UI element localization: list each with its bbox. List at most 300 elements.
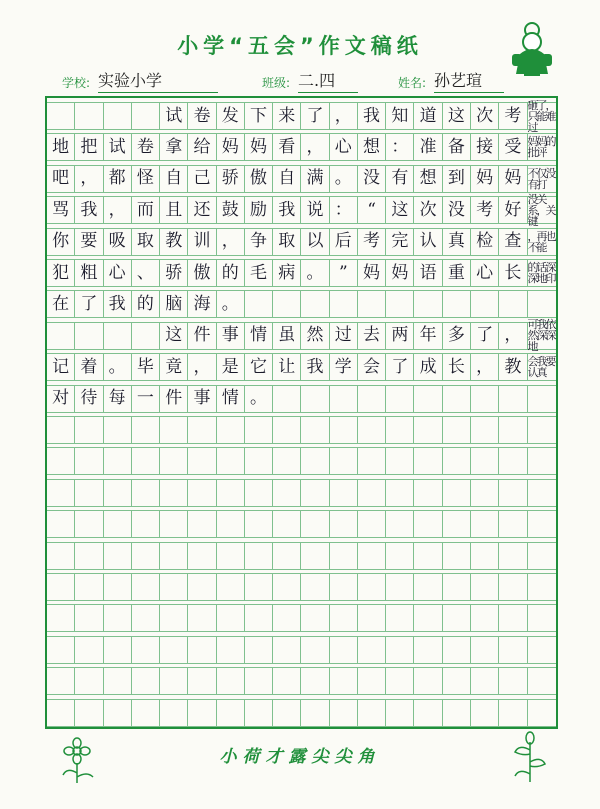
grid-cell xyxy=(104,636,132,664)
grid-cell xyxy=(217,667,245,695)
grid-cell xyxy=(160,542,188,570)
grid-cell: 而 xyxy=(132,196,160,224)
grid-cell: 受 xyxy=(499,133,527,161)
grid-cell xyxy=(75,699,103,727)
grid-cell xyxy=(358,667,386,695)
grid-cell xyxy=(273,636,301,664)
grid-cell: 妈 xyxy=(386,259,414,287)
grid-cell xyxy=(443,479,471,507)
grid-cell xyxy=(330,604,358,632)
grid-cell: 己 xyxy=(188,165,216,193)
class-label: 班级: xyxy=(262,76,291,90)
grid-cell: 妈妈的批评 xyxy=(527,135,555,160)
grid-cell xyxy=(188,699,216,727)
grid-cell xyxy=(386,290,414,318)
grid-cell: 没 xyxy=(443,196,471,224)
grid-cell: 没 xyxy=(358,165,386,193)
grid-cell xyxy=(47,604,75,632)
grid-cell: 励 xyxy=(245,196,273,224)
grid-cell xyxy=(217,479,245,507)
grid-cell: 且 xyxy=(160,196,188,224)
grid-cell: 虽 xyxy=(273,322,301,350)
grid-cell: 鼓 xyxy=(217,196,245,224)
grid-cell: 了 xyxy=(301,102,329,130)
grid-cell xyxy=(386,447,414,475)
grid-cell xyxy=(443,447,471,475)
grid-cell: 自 xyxy=(160,165,188,193)
grid-cell: ， xyxy=(75,165,103,193)
grid-cell xyxy=(75,322,103,350)
grid-cell xyxy=(104,102,132,130)
grid-cell: 是 xyxy=(217,353,245,381)
grid-cell xyxy=(358,479,386,507)
grid-cell: ： xyxy=(330,196,358,224)
grid-cell xyxy=(301,573,329,601)
grid-cell xyxy=(217,573,245,601)
grid-cell xyxy=(245,510,273,538)
grid-cell: 后 xyxy=(330,228,358,256)
grid-cell: 妈 xyxy=(499,165,527,193)
grid-cell xyxy=(443,416,471,444)
grid-cell: 情 xyxy=(245,322,273,350)
grid-cell: 多 xyxy=(443,322,471,350)
grid-cell xyxy=(75,510,103,538)
grid-cell xyxy=(358,636,386,664)
grid-cell xyxy=(47,542,75,570)
grid-cell: 这 xyxy=(443,102,471,130)
grid-cell: 竟 xyxy=(160,353,188,381)
grid-cell: 病 xyxy=(273,259,301,287)
grid-cell xyxy=(104,322,132,350)
grid-cell xyxy=(471,290,499,318)
grid-row xyxy=(47,353,556,381)
class-value: 二.四 xyxy=(298,68,358,93)
grid-cell: 心 xyxy=(330,133,358,161)
grid-cell xyxy=(386,510,414,538)
grid-cell xyxy=(471,385,499,413)
grid-cell xyxy=(528,447,556,475)
grid-cell xyxy=(414,604,442,632)
grid-cell xyxy=(443,636,471,664)
grid-cell xyxy=(273,604,301,632)
school-value: 实验小学 xyxy=(98,68,218,93)
school-field xyxy=(62,68,222,90)
grid-cell: ，再也不能 xyxy=(527,229,555,254)
grid-cell: 来 xyxy=(273,102,301,130)
grid-cell xyxy=(245,699,273,727)
grid-cell xyxy=(47,636,75,664)
grid-row xyxy=(47,699,556,727)
grid-cell: 自 xyxy=(273,165,301,193)
grid-cell xyxy=(499,385,527,413)
grid-row xyxy=(47,165,556,193)
grid-cell: 了 xyxy=(471,322,499,350)
grid-cell xyxy=(132,542,160,570)
grid-cell xyxy=(443,699,471,727)
grid-cell xyxy=(217,510,245,538)
grid-cell xyxy=(47,667,75,695)
grid-cell xyxy=(499,699,527,727)
grid-cell: 过 xyxy=(330,322,358,350)
grid-cell xyxy=(330,447,358,475)
grid-cell xyxy=(386,636,414,664)
grid-cell xyxy=(330,510,358,538)
grid-cell: 。 xyxy=(217,290,245,318)
grid-cell: ， xyxy=(471,353,499,381)
grid-cell xyxy=(358,385,386,413)
grid-cell: 怪 xyxy=(132,165,160,193)
grid-cell: 想 xyxy=(358,133,386,161)
grid-cell xyxy=(188,667,216,695)
grid-cell: 争 xyxy=(245,228,273,256)
grid-cell: 我 xyxy=(104,290,132,318)
grid-cell xyxy=(245,479,273,507)
grid-cell xyxy=(188,604,216,632)
grid-cell xyxy=(75,102,103,130)
grid-cell xyxy=(104,416,132,444)
grid-cell xyxy=(330,385,358,413)
grid-cell xyxy=(273,573,301,601)
grid-cell xyxy=(104,667,132,695)
grid-row xyxy=(47,447,556,475)
grid-cell xyxy=(132,447,160,475)
grid-cell xyxy=(160,416,188,444)
grid-cell: 卷 xyxy=(132,133,160,161)
grid-cell: 在 xyxy=(47,290,75,318)
grid-cell xyxy=(528,573,556,601)
grid-cell xyxy=(217,447,245,475)
grid-row xyxy=(47,667,556,695)
grid-cell: 骄 xyxy=(160,259,188,287)
grid-cell xyxy=(75,604,103,632)
grid-cell: 把 xyxy=(75,133,103,161)
grid-cell: 你 xyxy=(47,228,75,256)
grid-cell xyxy=(245,447,273,475)
grid-cell xyxy=(273,699,301,727)
grid-cell: 地 xyxy=(47,133,75,161)
grid-cell xyxy=(104,573,132,601)
grid-cell xyxy=(75,636,103,664)
grid-cell: 件 xyxy=(160,385,188,413)
grid-cell xyxy=(528,667,556,695)
grid-cell xyxy=(301,290,329,318)
grid-cell xyxy=(273,542,301,570)
grid-cell xyxy=(132,510,160,538)
grid-cell xyxy=(273,290,301,318)
grid-cell xyxy=(75,667,103,695)
grid-cell: 骂 xyxy=(47,196,75,224)
grid-cell: 每 xyxy=(104,385,132,413)
grid-cell: 好 xyxy=(499,196,527,224)
grid-cell xyxy=(414,667,442,695)
footer-slogan: 小荷才露尖尖角 xyxy=(219,747,381,767)
grid-cell: 接 xyxy=(471,133,499,161)
grid-cell xyxy=(499,510,527,538)
grid-cell: 可我依然深深地 xyxy=(527,318,555,354)
grid-cell: 教 xyxy=(160,228,188,256)
grid-cell: 事 xyxy=(217,322,245,350)
name-field xyxy=(398,68,508,90)
grid-cell xyxy=(188,479,216,507)
grid-row xyxy=(47,416,556,444)
grid-cell xyxy=(499,447,527,475)
grid-cell: 都 xyxy=(104,165,132,193)
grid-cell xyxy=(301,699,329,727)
grid-cell: 对 xyxy=(47,385,75,413)
grid-cell xyxy=(443,573,471,601)
grid-cell xyxy=(75,542,103,570)
grid-cell: 还 xyxy=(188,196,216,224)
grid-cell: ， xyxy=(104,196,132,224)
grid-cell xyxy=(528,479,556,507)
grid-cell: 这 xyxy=(160,322,188,350)
grid-cell: 下 xyxy=(245,102,273,130)
grid-cell: 取 xyxy=(132,228,160,256)
grid-cell xyxy=(104,542,132,570)
grid-cell xyxy=(471,416,499,444)
grid-cell xyxy=(217,542,245,570)
grid-cell xyxy=(414,479,442,507)
grid-cell: 事 xyxy=(188,385,216,413)
grid-cell xyxy=(358,416,386,444)
grid-cell: 傲 xyxy=(245,165,273,193)
grid-cell xyxy=(414,699,442,727)
grid-cell xyxy=(160,667,188,695)
grid-cell xyxy=(499,573,527,601)
grid-cell: 两 xyxy=(386,322,414,350)
grid-cell: 考 xyxy=(358,228,386,256)
grid-cell xyxy=(47,510,75,538)
grid-cell: 道 xyxy=(414,102,442,130)
grid-cell: 次 xyxy=(471,102,499,130)
grid-cell: 毕 xyxy=(132,353,160,381)
grid-cell: 这 xyxy=(386,196,414,224)
grid-cell: 想 xyxy=(414,165,442,193)
grid-cell: 的 xyxy=(217,259,245,287)
grid-cell: 了 xyxy=(386,353,414,381)
plant-icon xyxy=(505,730,555,785)
grid-cell xyxy=(443,510,471,538)
grid-cell: 件 xyxy=(188,322,216,350)
grid-cell xyxy=(132,604,160,632)
grid-cell: 犯 xyxy=(47,259,75,287)
grid-cell xyxy=(245,604,273,632)
grid-cell: 要 xyxy=(75,228,103,256)
grid-cell: 它 xyxy=(245,353,273,381)
grid-cell xyxy=(358,573,386,601)
page-title: 小学“五会”作文稿纸 xyxy=(177,34,423,58)
grid-cell xyxy=(47,479,75,507)
grid-cell: 去 xyxy=(358,322,386,350)
grid-cell: 发 xyxy=(217,102,245,130)
grid-row xyxy=(47,318,556,354)
grid-cell: 妈 xyxy=(358,259,386,287)
grid-cell xyxy=(160,573,188,601)
grid-cell xyxy=(499,542,527,570)
grid-cell: ， xyxy=(330,102,358,130)
grid-cell xyxy=(471,479,499,507)
grid-cell: ” xyxy=(330,259,358,287)
grid-cell xyxy=(499,479,527,507)
grid-cell xyxy=(132,102,160,130)
grid-cell xyxy=(471,636,499,664)
grid-cell xyxy=(245,636,273,664)
grid-cell xyxy=(273,510,301,538)
grid-cell xyxy=(414,290,442,318)
grid-cell: 粗 xyxy=(75,259,103,287)
grid-cell: 砸了，只能难过 xyxy=(527,98,555,134)
grid-cell: 教 xyxy=(499,353,527,381)
grid-cell xyxy=(528,385,556,413)
grid-row xyxy=(47,259,556,287)
grid-cell xyxy=(330,479,358,507)
grid-cell xyxy=(47,699,75,727)
grid-cell xyxy=(217,604,245,632)
grid-cell xyxy=(132,573,160,601)
grid-cell xyxy=(75,447,103,475)
grid-cell xyxy=(414,636,442,664)
grid-cell xyxy=(301,385,329,413)
grid-cell: 备 xyxy=(443,133,471,161)
grid-cell: 。 xyxy=(104,353,132,381)
grid-cell xyxy=(160,510,188,538)
grid-cell: 查 xyxy=(499,228,527,256)
grid-cell xyxy=(301,667,329,695)
grid-cell xyxy=(47,322,75,350)
grid-cell xyxy=(386,416,414,444)
grid-cell xyxy=(330,290,358,318)
name-value: 孙艺瑄 xyxy=(434,68,504,93)
school-label: 学校: xyxy=(62,76,91,90)
santa-mascot-icon xyxy=(502,20,562,78)
grid-cell: ： xyxy=(386,133,414,161)
grid-cell: 拿 xyxy=(160,133,188,161)
grid-cell: 吧 xyxy=(47,165,75,193)
grid-cell xyxy=(301,636,329,664)
grid-cell: 给 xyxy=(188,133,216,161)
grid-cell: 傲 xyxy=(188,259,216,287)
grid-cell xyxy=(499,290,527,318)
grid-row xyxy=(47,636,556,664)
grid-cell xyxy=(75,573,103,601)
grid-cell: 没关系，关键 xyxy=(527,192,555,228)
grid-cell xyxy=(330,636,358,664)
grid-row xyxy=(47,290,556,318)
grid-cell xyxy=(301,447,329,475)
grid-cell xyxy=(160,479,188,507)
grid-cell: 重 xyxy=(443,259,471,287)
grid-cell xyxy=(386,542,414,570)
grid-cell xyxy=(528,416,556,444)
grid-cell xyxy=(245,542,273,570)
grid-cell xyxy=(273,385,301,413)
grid-cell: 心 xyxy=(104,259,132,287)
grid-cell xyxy=(471,542,499,570)
grid-cell: ， xyxy=(499,322,527,350)
grid-cell xyxy=(414,447,442,475)
grid-cell: 满 xyxy=(301,165,329,193)
grid-cell xyxy=(528,699,556,727)
grid-cell: 一 xyxy=(132,385,160,413)
grid-cell: 到 xyxy=(443,165,471,193)
grid-cell xyxy=(358,604,386,632)
grid-cell xyxy=(273,479,301,507)
grid-cell xyxy=(301,604,329,632)
grid-cell xyxy=(160,636,188,664)
grid-cell: 试 xyxy=(104,133,132,161)
grid-cell xyxy=(386,699,414,727)
grid-cell: 检 xyxy=(471,228,499,256)
grid-cell xyxy=(132,416,160,444)
grid-cell xyxy=(47,573,75,601)
grid-cell: 次 xyxy=(414,196,442,224)
grid-cell: 我 xyxy=(273,196,301,224)
grid-cell: 情 xyxy=(217,385,245,413)
grid-cell: 、 xyxy=(132,259,160,287)
grid-cell: 知 xyxy=(386,102,414,130)
grid-cell xyxy=(132,636,160,664)
grid-cell: 脑 xyxy=(160,290,188,318)
grid-cell xyxy=(188,636,216,664)
grid-cell: 我 xyxy=(358,102,386,130)
grid-cell xyxy=(528,636,556,664)
grid-cell xyxy=(471,573,499,601)
grid-row xyxy=(47,573,556,601)
grid-cell xyxy=(47,416,75,444)
grid-cell xyxy=(104,479,132,507)
grid-cell xyxy=(104,510,132,538)
grid-cell: 真 xyxy=(443,228,471,256)
grid-cell xyxy=(75,479,103,507)
grid-cell xyxy=(414,542,442,570)
grid-cell xyxy=(47,102,75,130)
grid-cell xyxy=(471,604,499,632)
grid-cell xyxy=(301,479,329,507)
grid-cell xyxy=(443,542,471,570)
grid-cell: 。 xyxy=(245,385,273,413)
grid-cell: 骄 xyxy=(217,165,245,193)
grid-cell xyxy=(443,667,471,695)
grid-cell xyxy=(188,573,216,601)
grid-cell xyxy=(471,699,499,727)
flower-icon xyxy=(55,735,105,785)
grid-cell xyxy=(330,699,358,727)
grid-cell: 有 xyxy=(386,165,414,193)
grid-cell: 我 xyxy=(75,196,103,224)
grid-cell: 语 xyxy=(414,259,442,287)
grid-cell: 妈 xyxy=(217,133,245,161)
grid-cell xyxy=(188,510,216,538)
grid-cell xyxy=(528,510,556,538)
grid-cell xyxy=(358,542,386,570)
grid-cell xyxy=(132,667,160,695)
grid-cell: 试 xyxy=(160,102,188,130)
grid-cell: 会我要认真 xyxy=(527,355,555,380)
grid-cell xyxy=(386,385,414,413)
grid-cell: 长 xyxy=(499,259,527,287)
grid-cell xyxy=(414,416,442,444)
grid-cell xyxy=(132,322,160,350)
grid-cell: 考 xyxy=(471,196,499,224)
grid-cell xyxy=(160,447,188,475)
grid-cell xyxy=(245,290,273,318)
grid-cell: 海 xyxy=(188,290,216,318)
grid-cell: 然 xyxy=(301,322,329,350)
grid-cell: 让 xyxy=(273,353,301,381)
grid-cell: ， xyxy=(217,228,245,256)
grid-cell xyxy=(386,604,414,632)
grid-row xyxy=(47,604,556,632)
